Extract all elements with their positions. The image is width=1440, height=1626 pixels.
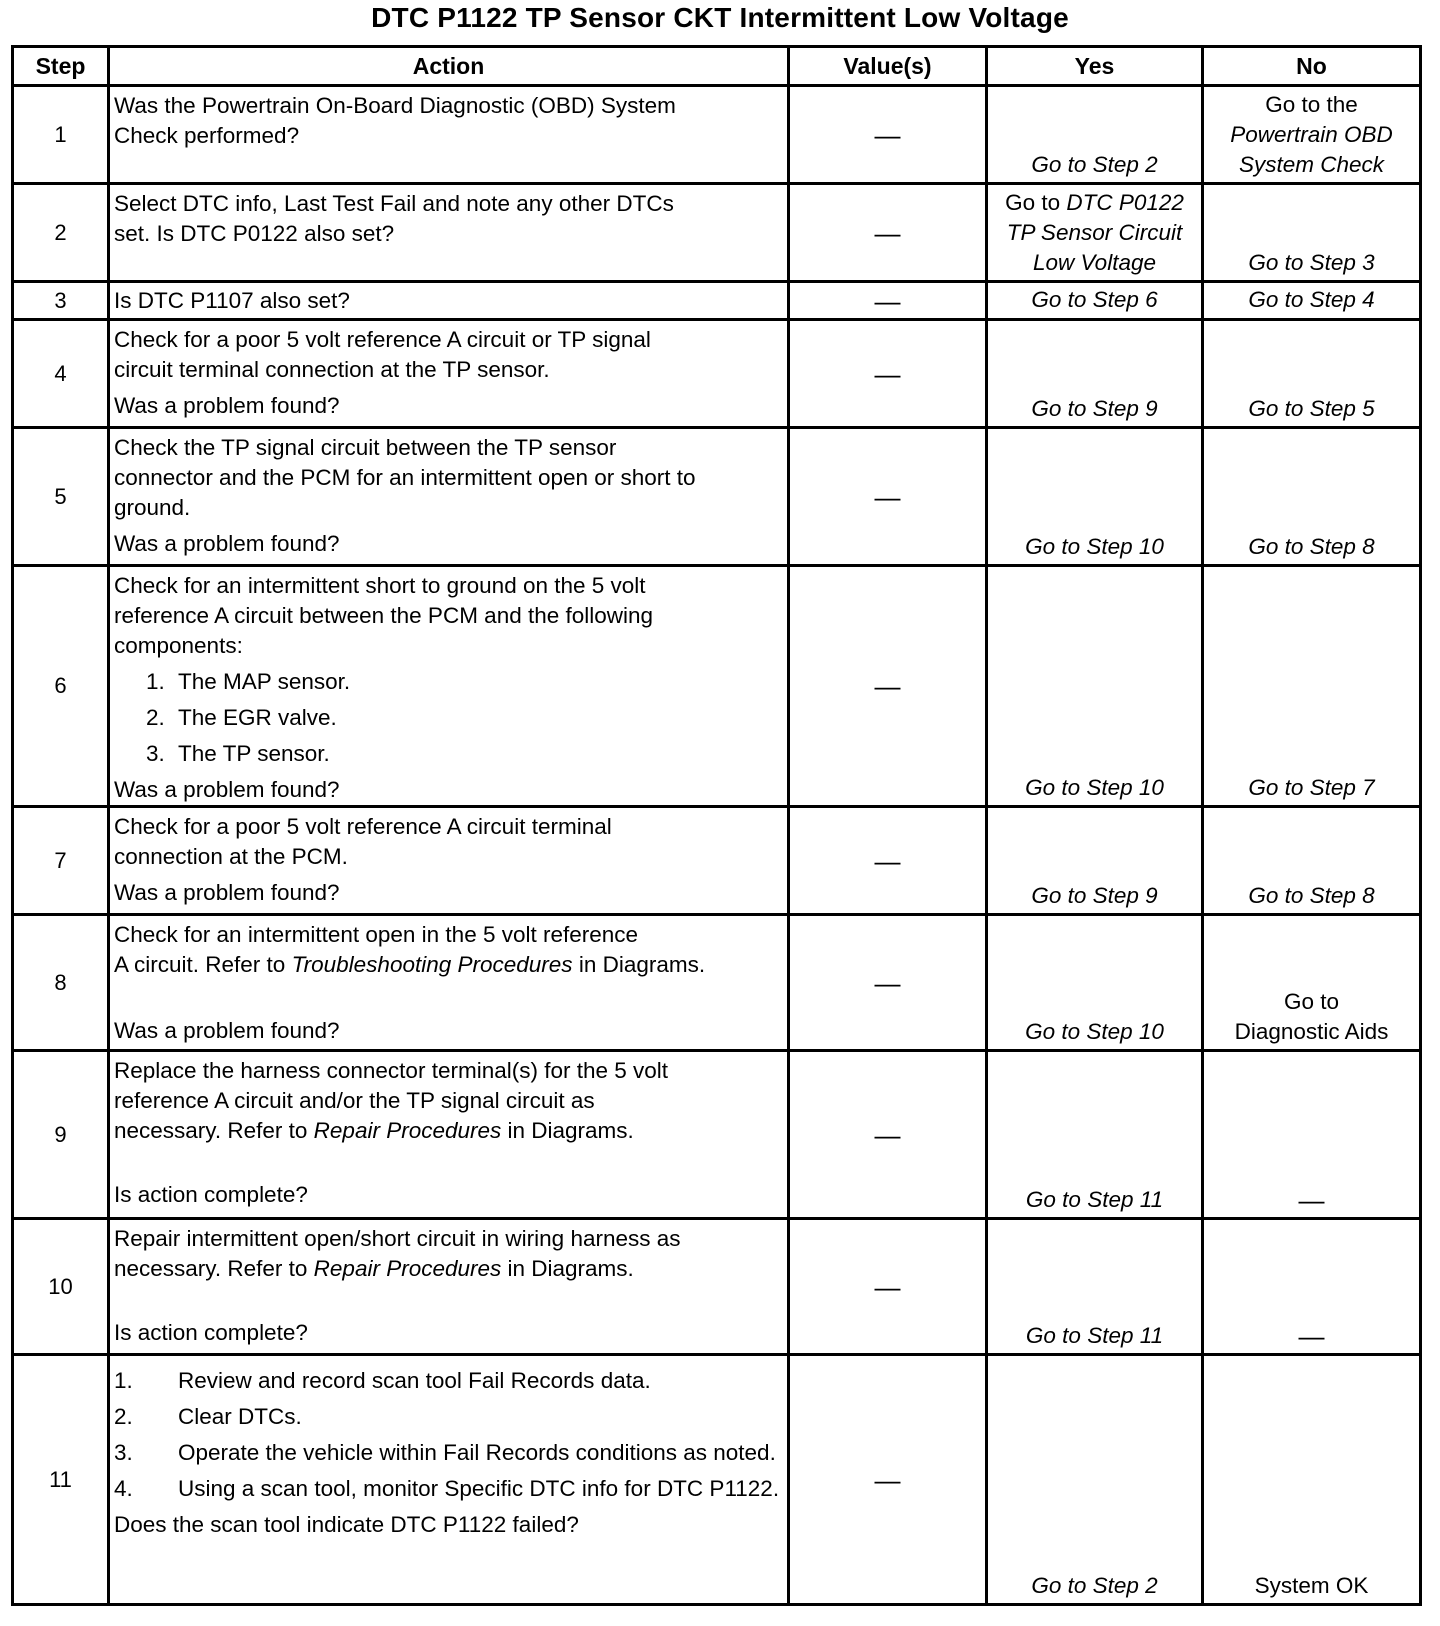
- yes-link-text: Low Voltage: [1032, 250, 1156, 275]
- action-text: necessary. Refer to: [114, 1256, 314, 1281]
- table-header-row: [13, 47, 1421, 86]
- list-number: 1.: [114, 1368, 133, 1393]
- action-cell: [109, 915, 789, 1051]
- list-item: [114, 1402, 783, 1432]
- no-cell: System OK: [1203, 1355, 1421, 1605]
- no-cell: Go to Step 8: [1203, 428, 1421, 566]
- list-item-text: Using a scan tool, monitor Specific DTC info for DTC P1122.: [178, 1476, 780, 1501]
- no-text: Go to the: [1265, 92, 1358, 117]
- yes-cell: Go to Step 10: [987, 566, 1203, 807]
- yes-cell: [987, 184, 1203, 282]
- value-cell: —: [789, 320, 987, 428]
- list-item-text: Review and record scan tool Fail Records data.: [178, 1368, 651, 1393]
- action-cell: [109, 1355, 789, 1605]
- list-item: [114, 1366, 783, 1396]
- value-cell: —: [789, 428, 987, 566]
- action-text: connector and the PCM for an intermittent open or short to: [114, 465, 696, 490]
- step-number: 8: [13, 915, 109, 1051]
- table-row: [13, 1051, 1421, 1219]
- question-text: Was a problem found?: [114, 777, 340, 802]
- no-cell: Go to Step 8: [1203, 807, 1421, 915]
- question-text: Was a problem found?: [114, 393, 340, 418]
- list-item-text: Operate the vehicle within Fail Records conditions as noted.: [178, 1440, 776, 1465]
- action-cell: [109, 320, 789, 428]
- reference-link-text: Repair Procedures: [313, 1256, 502, 1281]
- action-cell: [109, 428, 789, 566]
- action-text: circuit terminal connection at the TP sensor.: [114, 357, 550, 382]
- no-text: Go to: [1283, 989, 1340, 1014]
- action-text: connection at the PCM.: [114, 844, 348, 869]
- step-number: 11: [13, 1355, 109, 1605]
- header-action: Action: [109, 47, 789, 86]
- no-cell: Go to Step 7: [1203, 566, 1421, 807]
- header-yes: Yes: [987, 47, 1203, 86]
- step-number: 4: [13, 320, 109, 428]
- action-text: Check performed?: [114, 123, 300, 148]
- action-text: Repair intermittent open/short circuit in wiring harness as: [114, 1226, 681, 1251]
- value-cell: —: [789, 86, 987, 184]
- action-text: Check for an intermittent short to ground on the 5 volt: [114, 573, 646, 598]
- list-number: 3.: [114, 1440, 133, 1465]
- no-cell: Go to Step 3: [1203, 184, 1421, 282]
- table-row: [13, 320, 1421, 428]
- table-row: [13, 86, 1421, 184]
- step-number: 9: [13, 1051, 109, 1219]
- action-text: Check for a poor 5 volt reference A circuit or TP signal: [114, 327, 651, 352]
- table-row: [13, 566, 1421, 807]
- value-cell: —: [789, 282, 987, 320]
- value-cell: —: [789, 1051, 987, 1219]
- no-text: Diagnostic Aids: [1234, 1019, 1389, 1044]
- action-text: necessary. Refer to: [114, 1118, 314, 1143]
- action-text: set. Is DTC P0122 also set?: [114, 221, 395, 246]
- action-text: ground.: [114, 495, 191, 520]
- action-text: Check for a poor 5 volt reference A circuit terminal: [114, 814, 612, 839]
- step-number: 6: [13, 566, 109, 807]
- action-text: Was the Powertrain On-Board Diagnostic (OBD) System: [114, 93, 676, 118]
- list-item: [114, 667, 783, 697]
- step-number: 10: [13, 1219, 109, 1355]
- table-row: [13, 807, 1421, 915]
- header-no: No: [1203, 47, 1421, 86]
- no-link-text: Powertrain OBD: [1230, 122, 1393, 147]
- action-cell: [109, 282, 789, 320]
- step-number: 5: [13, 428, 109, 566]
- action-text: reference A circuit between the PCM and the following: [114, 603, 654, 628]
- question-text: Was a problem found?: [114, 531, 340, 556]
- action-cell: [109, 86, 789, 184]
- list-item: [114, 1474, 783, 1504]
- list-number: 2.: [146, 705, 165, 730]
- list-item-text: The EGR valve.: [178, 705, 337, 730]
- question-text: Was a problem found?: [114, 880, 340, 905]
- yes-cell: Go to Step 11: [987, 1051, 1203, 1219]
- list-item-text: The MAP sensor.: [178, 669, 351, 694]
- list-item: [114, 739, 783, 769]
- action-cell: [109, 1051, 789, 1219]
- action-text: Replace the harness connector terminal(s) for the 5 volt: [114, 1058, 669, 1083]
- yes-cell: Go to Step 10: [987, 428, 1203, 566]
- list-item: [114, 1438, 783, 1468]
- list-item: [114, 703, 783, 733]
- table-row: [13, 1355, 1421, 1605]
- action-text: A circuit. Refer to: [114, 952, 292, 977]
- action-text: Is DTC P1107 also set?: [114, 287, 350, 313]
- action-text: Check for an intermittent open in the 5 volt reference: [114, 922, 639, 947]
- question-text: Is action complete?: [114, 1182, 308, 1207]
- action-cell: [109, 807, 789, 915]
- no-cell: —: [1203, 1219, 1421, 1355]
- value-cell: —: [789, 915, 987, 1051]
- header-step: Step: [13, 47, 109, 86]
- yes-cell: Go to Step 9: [987, 320, 1203, 428]
- no-cell: —: [1203, 1051, 1421, 1219]
- yes-cell: Go to Step 11: [987, 1219, 1203, 1355]
- list-number: 4.: [114, 1476, 133, 1501]
- yes-cell: Go to Step 2: [987, 86, 1203, 184]
- action-cell: [109, 566, 789, 807]
- list-item-text: The TP sensor.: [178, 741, 330, 766]
- yes-cell: Go to Step 10: [987, 915, 1203, 1051]
- list-item-text: Clear DTCs.: [178, 1404, 302, 1429]
- step-number: 2: [13, 184, 109, 282]
- list-number: 1.: [146, 669, 165, 694]
- yes-cell: Go to Step 6: [987, 282, 1203, 320]
- list-number: 3.: [146, 741, 165, 766]
- no-cell: [1203, 86, 1421, 184]
- step-number: 7: [13, 807, 109, 915]
- yes-cell: Go to Step 9: [987, 807, 1203, 915]
- yes-link-text: TP Sensor Circuit: [1006, 220, 1183, 245]
- table-row: [13, 184, 1421, 282]
- step-number: 1: [13, 86, 109, 184]
- action-text: in Diagrams.: [501, 1118, 634, 1143]
- action-text: Select DTC info, Last Test Fail and note any other DTCs: [114, 191, 674, 216]
- list-number: 2.: [114, 1404, 133, 1429]
- action-text: Check the TP signal circuit between the TP sensor: [114, 435, 617, 460]
- diagnostic-table: [11, 45, 1422, 1606]
- action-text: reference A circuit and/or the TP signal circuit as: [114, 1088, 595, 1113]
- header-values: Value(s): [789, 47, 987, 86]
- step-number: 3: [13, 282, 109, 320]
- reference-link-text: Troubleshooting Procedures: [291, 952, 573, 977]
- no-cell: Go to Step 5: [1203, 320, 1421, 428]
- value-cell: —: [789, 1355, 987, 1605]
- no-cell: [1203, 915, 1421, 1051]
- page-title: DTC P1122 TP Sensor CKT Intermittent Low Voltage: [371, 2, 1069, 33]
- table-row: [13, 915, 1421, 1051]
- question-text: Does the scan tool indicate DTC P1122 failed?: [114, 1512, 579, 1537]
- reference-link-text: Repair Procedures: [313, 1118, 502, 1143]
- no-cell: Go to Step 4: [1203, 282, 1421, 320]
- action-text: in Diagrams.: [501, 1256, 634, 1281]
- action-cell: [109, 184, 789, 282]
- value-cell: —: [789, 566, 987, 807]
- value-cell: —: [789, 184, 987, 282]
- table-row: [13, 282, 1421, 320]
- yes-link-text: DTC P0122: [1066, 190, 1184, 215]
- no-link-text: System Check: [1238, 152, 1385, 177]
- yes-cell: Go to Step 2: [987, 1355, 1203, 1605]
- action-text: components:: [114, 633, 243, 658]
- value-cell: —: [789, 1219, 987, 1355]
- question-text: Was a problem found?: [114, 1018, 340, 1043]
- value-cell: —: [789, 807, 987, 915]
- table-row: [13, 1219, 1421, 1355]
- action-cell: [109, 1219, 789, 1355]
- yes-text: Go to: [1005, 190, 1067, 215]
- action-text: in Diagrams.: [572, 952, 706, 977]
- table-row: [13, 428, 1421, 566]
- question-text: Is action complete?: [114, 1320, 308, 1345]
